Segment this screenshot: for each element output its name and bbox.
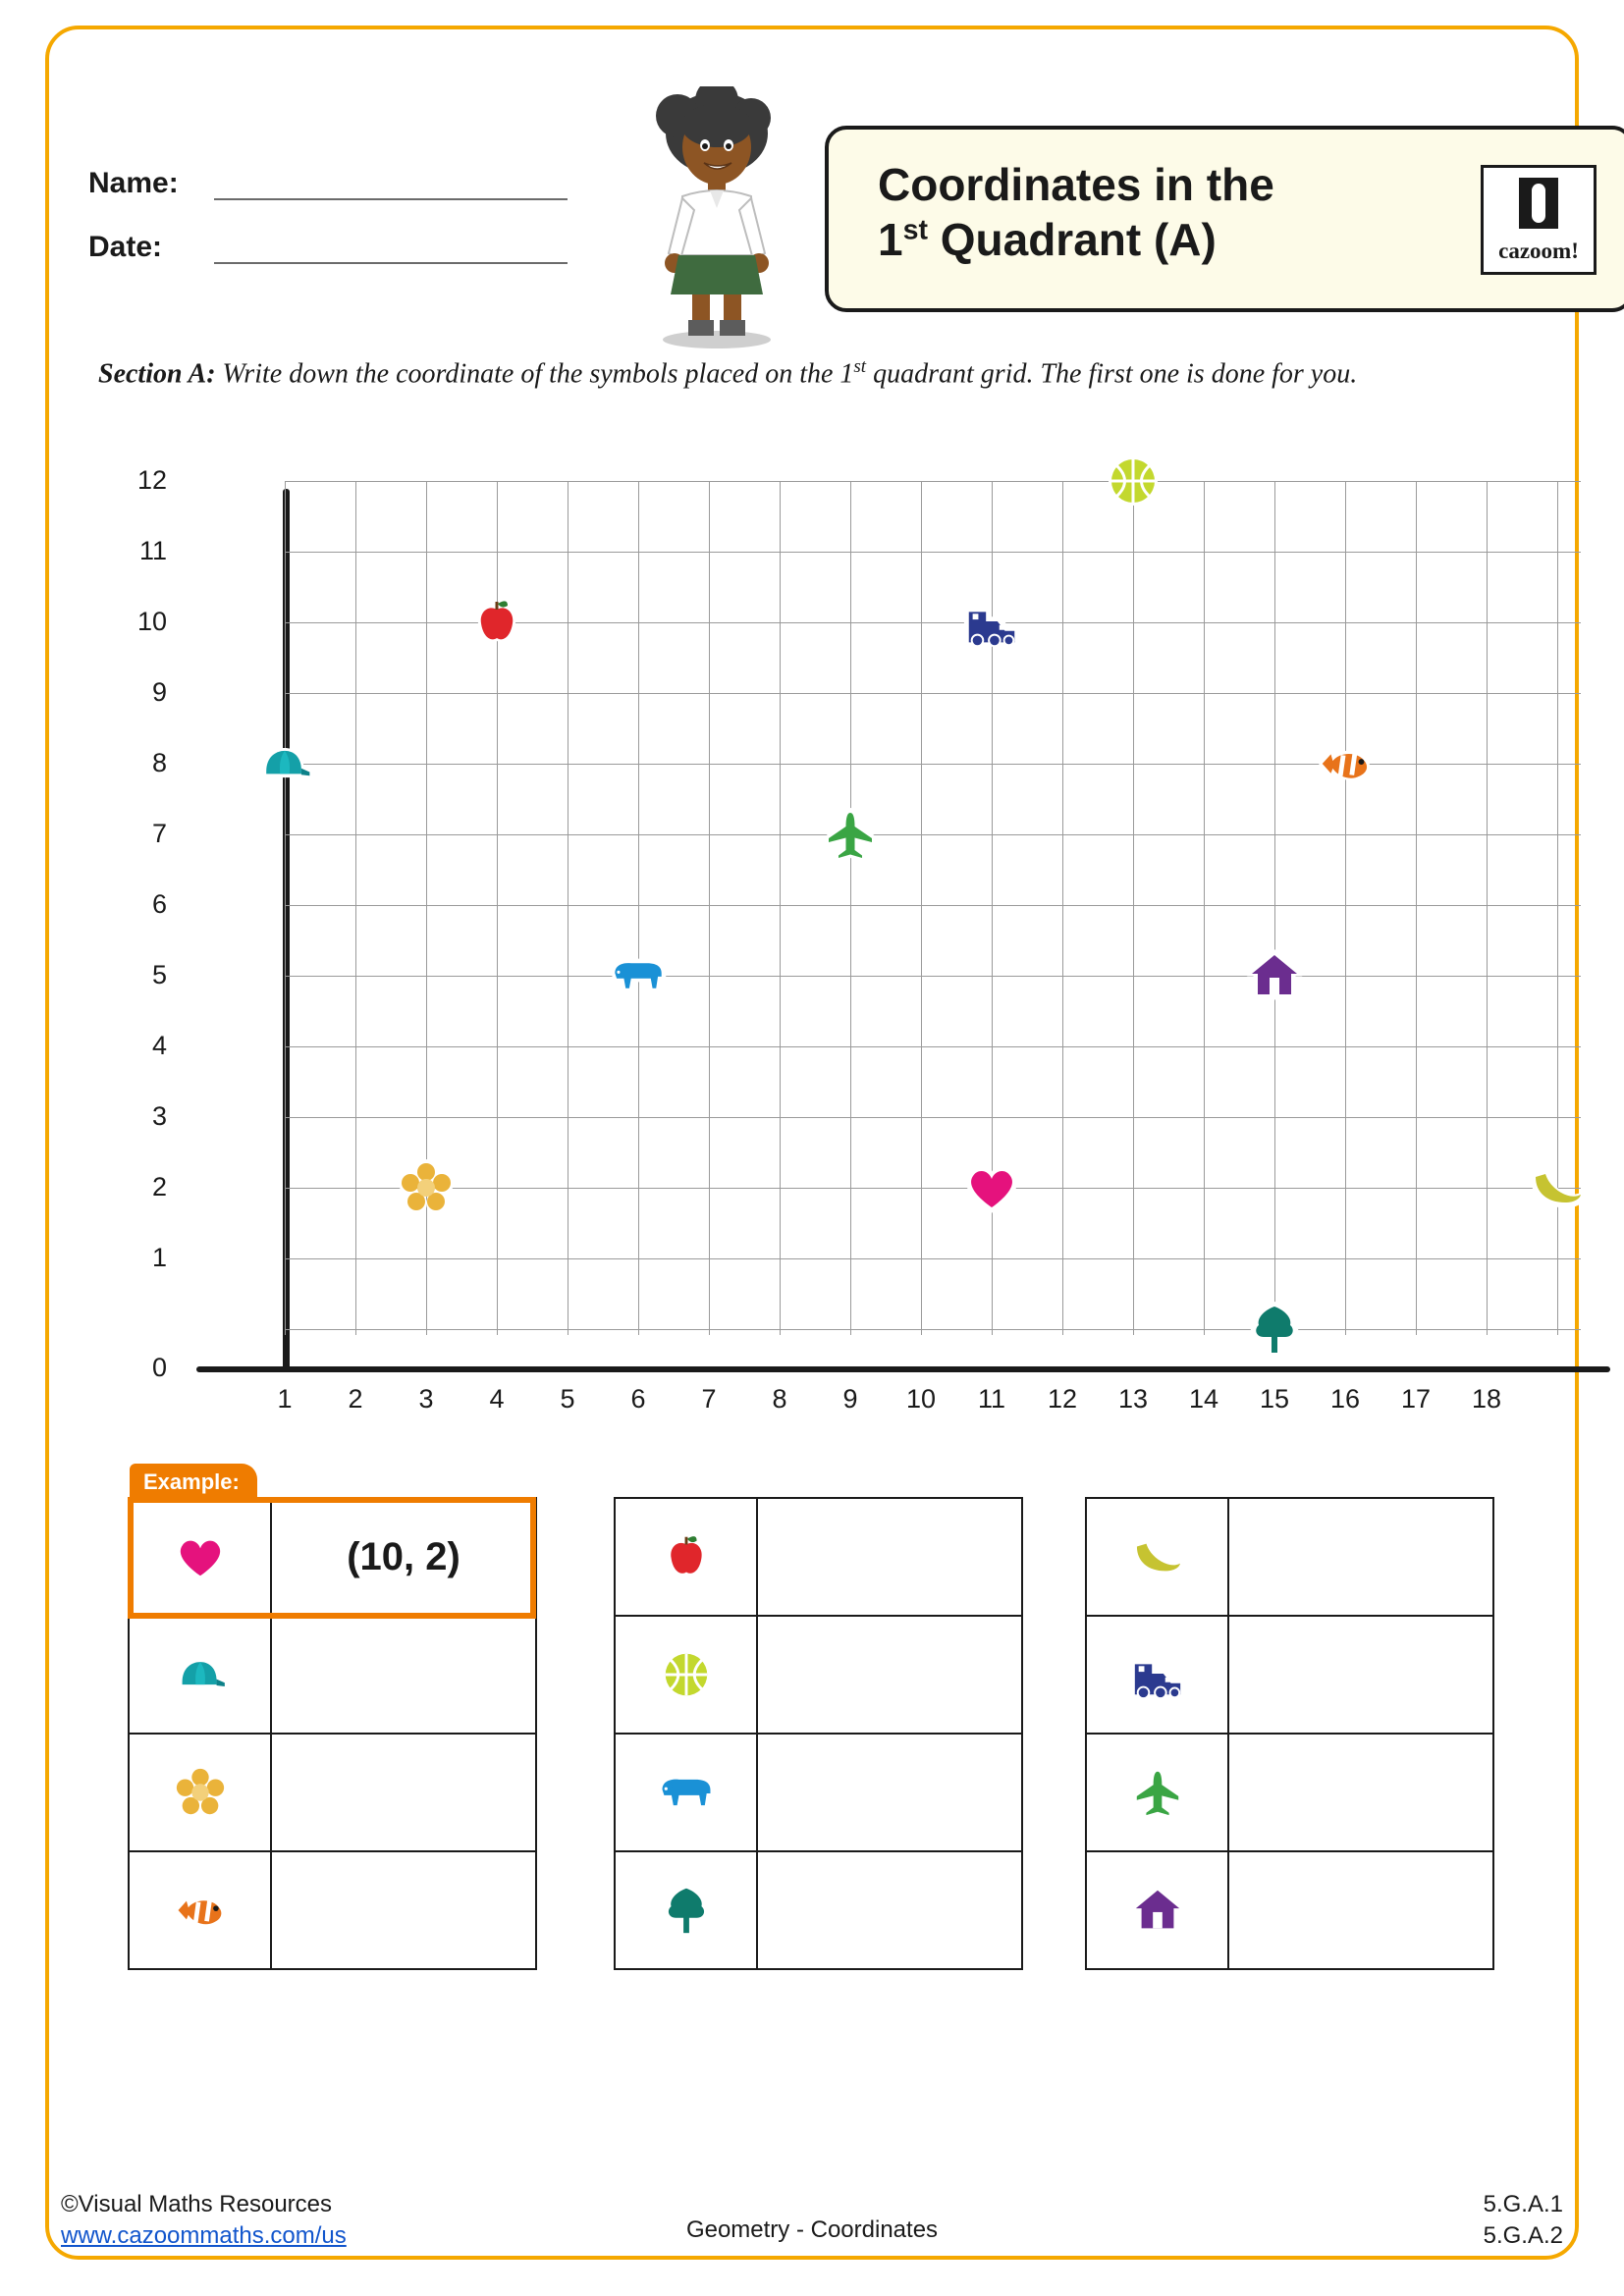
x-tick-6: 6 [630,1384,646,1414]
instruction-ordinal-suffix: st [853,356,867,377]
grid-vline [1345,481,1346,1335]
train-icon [1087,1647,1227,1702]
table-row [129,1616,536,1734]
grid-hline [285,552,1581,553]
name-field-row [88,167,568,200]
clownfish-icon [130,1889,270,1932]
grid-vline [1204,481,1205,1335]
x-tick-12: 12 [1047,1384,1078,1414]
symbol-cell-banana [1086,1498,1228,1616]
table-row [1086,1734,1493,1851]
answer-cell-bear[interactable] [757,1734,1022,1851]
symbol-cell-airplane [1086,1734,1228,1851]
standard-code-2: 5.G.A.2 [1483,2222,1563,2250]
table-row [615,1498,1022,1616]
name-input-line[interactable] [214,171,568,200]
answer-tables [128,1469,1522,2135]
grid-symbol-clownfish [1315,733,1376,794]
grid-symbol-tree [1244,1299,1305,1360]
x-tick-18: 18 [1471,1384,1502,1414]
apple-icon [616,1529,756,1584]
symbol-cell-bear [615,1734,757,1851]
y-tick-8: 8 [151,748,167,777]
table-row [129,1498,536,1616]
table-row [615,1734,1022,1851]
y-tick-10: 10 [136,607,167,636]
flower-icon [130,1765,270,1820]
x-tick-3: 3 [418,1384,434,1414]
x-tick-4: 4 [489,1384,505,1414]
standard-code-1: 5.G.A.1 [1483,2191,1563,2217]
symbol-cell-house [1086,1851,1228,1969]
worksheet-header [88,69,1579,285]
grid-hline [285,1329,1581,1330]
grid-symbol-apple [466,592,527,653]
date-label: Date: [88,231,163,263]
grid-vline [355,481,356,1335]
grid-vline [709,481,710,1335]
symbol-cell-clownfish [129,1851,271,1969]
answer-cell-airplane[interactable] [1228,1734,1493,1851]
x-tick-7: 7 [701,1384,717,1414]
answer-cell-tree[interactable] [757,1851,1022,1969]
symbol-cell-cap [129,1616,271,1734]
grid-hline [285,1046,1581,1047]
symbol-cell-apple [615,1498,757,1616]
answer-table-3 [1085,1497,1494,1970]
grid-symbol-train [961,592,1022,653]
tree-icon [616,1882,756,1939]
y-tick-4: 4 [151,1031,167,1060]
grid-vline [850,481,851,1335]
answer-cell-banana[interactable] [1228,1498,1493,1616]
y-tick-1: 1 [151,1243,167,1272]
grid-symbol-cap [254,733,315,794]
date-field-row [88,231,568,264]
footer-standards [1484,2189,1563,2253]
section-a-instruction [98,353,1522,395]
airplane-icon [1087,1765,1227,1820]
x-axis [196,1366,1610,1372]
grid-hline [285,905,1581,906]
page-title [878,157,1447,267]
answer-cell-clownfish[interactable] [271,1851,536,1969]
coordinate-grid [108,465,1512,1433]
title-box [825,126,1624,312]
answer-cell-cap[interactable] [271,1616,536,1734]
grid-vline [1416,481,1417,1335]
banana-icon [1087,1534,1227,1579]
table-row [129,1734,536,1851]
grid-symbol-banana [1527,1157,1588,1218]
symbol-cell-flower [129,1734,271,1851]
grid-vline [780,481,781,1335]
bear-icon [616,1770,756,1815]
cazoom-logo [1481,165,1597,275]
table-row [129,1851,536,1969]
y-tick-5: 5 [151,960,167,989]
title-line-2-rest: Quadrant (A) [927,214,1217,266]
symbol-cell-heart [129,1498,271,1616]
symbol-cell-tree [615,1851,757,1969]
symbol-cell-basketball [615,1616,757,1734]
symbol-cell-train [1086,1616,1228,1734]
logo-mark-icon [1519,178,1558,229]
grid-symbol-airplane [820,804,881,865]
grid-hline [285,1258,1581,1259]
x-tick-16: 16 [1329,1384,1361,1414]
x-tick-17: 17 [1400,1384,1432,1414]
grid-vline [1274,481,1275,1335]
date-input-line[interactable] [214,235,568,264]
x-tick-2: 2 [348,1384,363,1414]
copyright-text: ©Visual Maths Resources [61,2191,333,2217]
grid-hline [285,764,1581,765]
grid-hline [285,481,1581,482]
y-tick-6: 6 [151,889,167,919]
answer-cell-flower[interactable] [271,1734,536,1851]
heart-icon [130,1531,270,1582]
basketball-icon [616,1647,756,1702]
grid-hline [285,1188,1581,1189]
y-tick-9: 9 [151,677,167,707]
cap-icon [130,1652,270,1697]
answer-cell-house[interactable] [1228,1851,1493,1969]
footer-topic: Geometry - Coordinates [685,2216,939,2243]
example-answer-text: (10, 2) [347,1534,460,1578]
grid-vline [1487,481,1488,1335]
x-tick-8: 8 [772,1384,787,1414]
grid-symbol-house [1244,945,1305,1006]
page-footer [0,2189,1624,2277]
table-row [615,1616,1022,1734]
grid-vline [1133,481,1134,1335]
grid-vline [285,481,286,1335]
grid-symbol-flower [396,1157,457,1218]
x-tick-1: 1 [277,1384,293,1414]
x-tick-11: 11 [977,1384,1006,1414]
x-tick-5: 5 [560,1384,575,1414]
y-tick-3: 3 [151,1101,167,1131]
answer-cell-example[interactable] [271,1498,536,1616]
instruction-text-post: quadrant grid. The first one is done for you. [866,358,1358,390]
name-label: Name: [88,167,179,199]
answer-cell-apple[interactable] [757,1498,1022,1616]
grid-symbol-heart [961,1157,1022,1218]
y-tick-7: 7 [151,819,167,848]
instruction-text-pre: Write down the coordinate of the symbols placed on the 1 [215,358,854,390]
section-a-label: Section A: [98,358,216,390]
table-row [1086,1498,1493,1616]
grid-vline [1062,481,1063,1335]
title-line-2-number: 1 [878,214,903,266]
grid-vline [921,481,922,1335]
answer-table-1 [128,1497,537,1970]
x-tick-9: 9 [842,1384,858,1414]
title-line-2-suffix: st [902,214,928,246]
title-line-1: Coordinates in the [878,159,1274,210]
y-tick-11: 11 [138,536,167,565]
example-label: Example: [130,1464,257,1501]
answer-cell-basketball[interactable] [757,1616,1022,1734]
student-mascot-illustration [623,86,810,351]
website-link[interactable]: www.cazoommaths.com/us [61,2222,347,2250]
x-tick-10: 10 [905,1384,937,1414]
grid-vline [638,481,639,1335]
grid-symbol-basketball [1103,451,1164,511]
logo-wordmark: cazoom! [1498,239,1579,263]
answer-cell-train[interactable] [1228,1616,1493,1734]
table-row [615,1851,1022,1969]
x-tick-13: 13 [1117,1384,1149,1414]
x-tick-15: 15 [1259,1384,1290,1414]
x-tick-14: 14 [1188,1384,1219,1414]
grid-hline [285,976,1581,977]
y-tick-2: 2 [151,1172,167,1201]
grid-hline [285,834,1581,835]
grid-symbol-bear [608,945,669,1006]
origin-label: 0 [151,1353,167,1382]
y-tick-12: 12 [136,465,167,495]
answer-table-2 [614,1497,1023,1970]
grid-hline [285,693,1581,694]
grid-hline [285,1117,1581,1118]
table-row [1086,1851,1493,1969]
table-row [1086,1616,1493,1734]
house-icon [1087,1884,1227,1937]
